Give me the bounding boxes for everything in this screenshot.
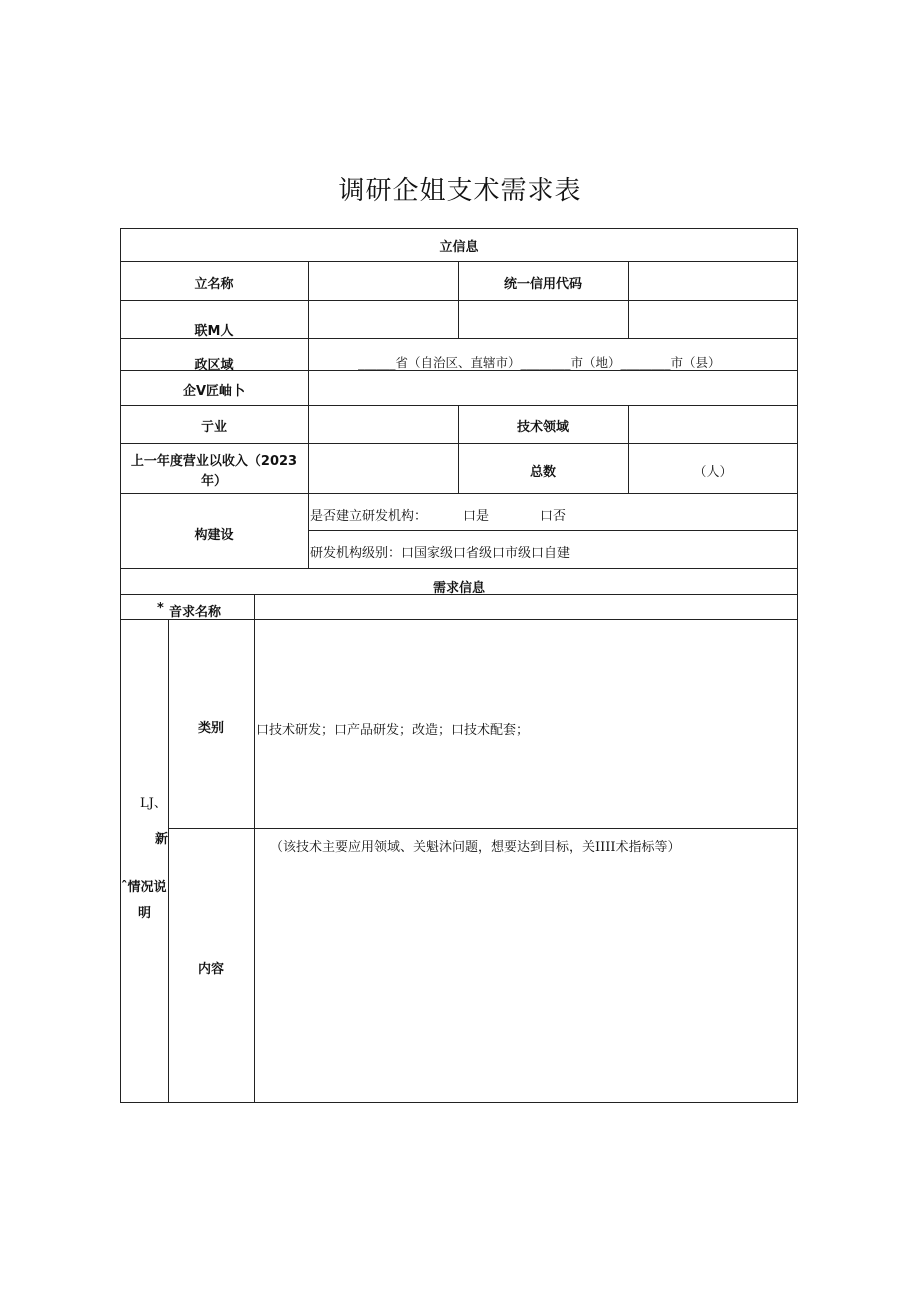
industry-label: 亍业: [200, 420, 227, 435]
region-label: 政区域: [194, 358, 234, 373]
rd-question: 是否建立研发机构：: [310, 509, 428, 524]
category-label: 类别: [197, 721, 224, 736]
address-label: 企V匠岫卜: [182, 384, 246, 399]
total-label: 总数: [529, 465, 556, 480]
address-field[interactable]: [309, 371, 797, 404]
side-text-1: LJ、: [140, 796, 167, 811]
content-field[interactable]: [255, 860, 797, 1100]
contact-label: 联M人: [194, 324, 234, 339]
total-unit[interactable]: （人）: [693, 465, 733, 480]
contact-name-field[interactable]: [309, 301, 457, 337]
side-text-3: ˆ情况说: [121, 880, 167, 895]
industry-field[interactable]: [309, 406, 457, 442]
contact-email-field[interactable]: [629, 301, 797, 337]
credit-code-field[interactable]: [629, 262, 797, 299]
tech-field-field[interactable]: [629, 406, 797, 442]
region-line[interactable]: ______省（自治区、直辖市）________市（地）________市（县）: [358, 355, 721, 370]
rd-yes-checkbox[interactable]: 口是: [463, 509, 490, 524]
content-label: 内容: [197, 962, 224, 977]
company-name-label: 立名称: [194, 277, 234, 292]
basic-info-header: 立信息: [439, 240, 479, 255]
demand-name-label: 音求名称: [169, 605, 222, 620]
rd-no-checkbox[interactable]: 口否: [540, 509, 567, 524]
contact-phone-field[interactable]: [459, 301, 627, 337]
required-star: *: [157, 601, 164, 616]
category-options[interactable]: 口技术研发；口产品研发；改造；口技术配套；: [256, 723, 530, 738]
tech-field-label: 技术领域: [516, 420, 569, 435]
side-text-2: 新: [155, 832, 169, 847]
page-title: 调研企姐支术需求表: [338, 176, 582, 206]
side-text-4: 明: [138, 906, 152, 921]
rd-label: 构建设: [194, 528, 234, 543]
content-hint: （该技术主要应用领域、关魁沐问题，想要达到目标，关IIII术指标等）: [270, 840, 681, 855]
credit-code-label: 统一信用代码: [503, 277, 582, 292]
demand-info-header: 需求信息: [432, 581, 485, 596]
demand-name-field[interactable]: [255, 595, 797, 618]
revenue-label: 上一年度营业以收入（2023年）: [130, 454, 298, 489]
revenue-field[interactable]: [309, 444, 457, 492]
rd-level-options[interactable]: 研发机构级别：口国家级口省级口市级口自建: [310, 546, 571, 561]
company-name-field[interactable]: [309, 262, 457, 299]
